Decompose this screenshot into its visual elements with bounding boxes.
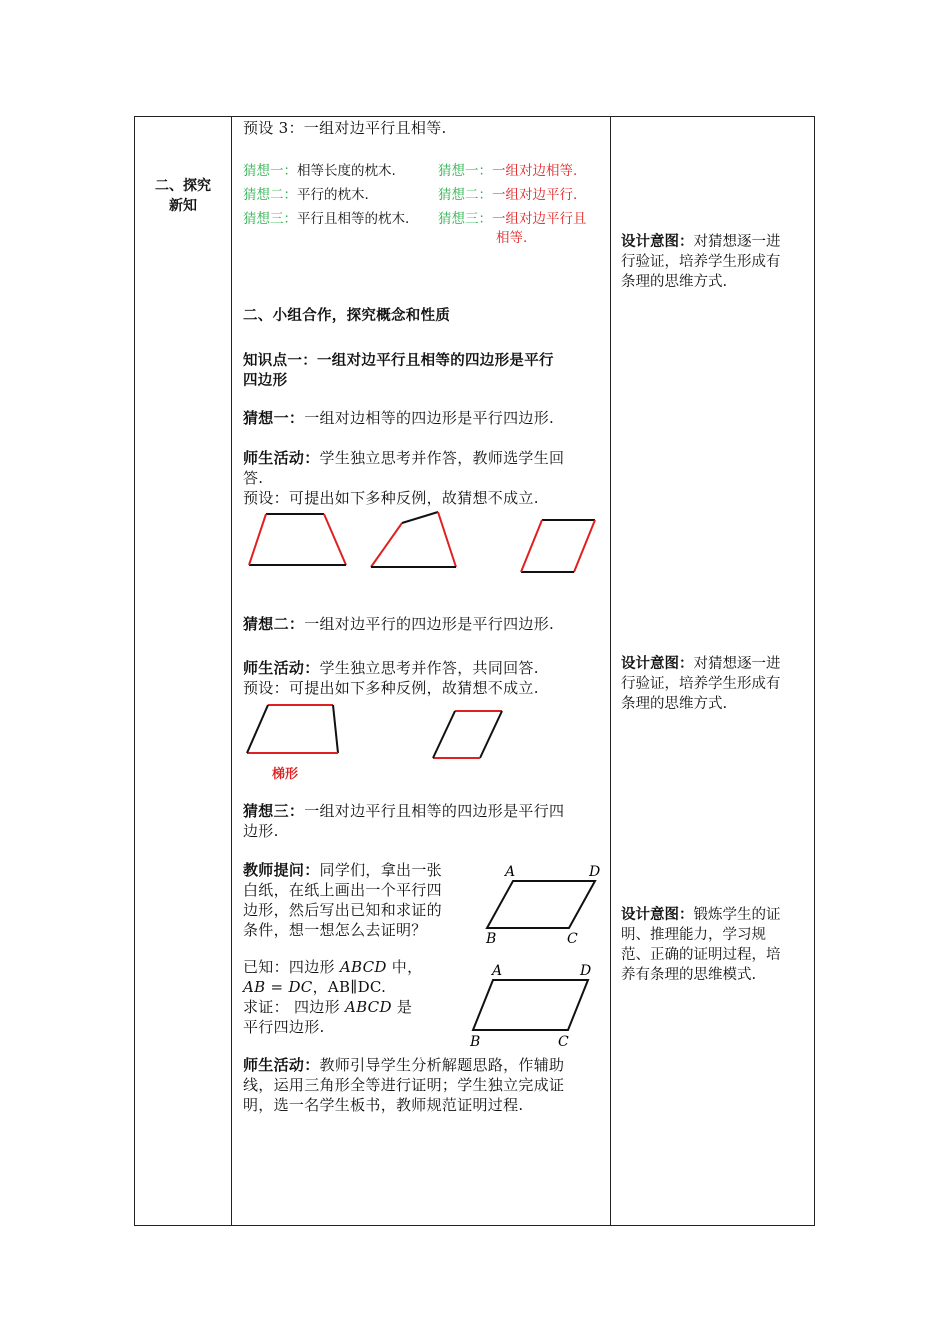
section2-title: 二、小组合作，探究概念和性质 <box>243 308 451 324</box>
section-label: 二、探究 新知 <box>155 178 211 214</box>
vertex-label-d-1: D <box>589 864 601 880</box>
activity-3: 师生活动：教师引导学生分析解题思路，作辅助 线，运用三角形全等进行证明；学生独立完成证 明，选一名学生板书，教师规范证明过程. <box>243 1056 565 1114</box>
guess-3: 猜想三：一组对边平行且相等的四边形是平行四 边形. <box>243 802 565 840</box>
guess-list-left: 猜想一：相等长度的枕木. 猜想二：平行的枕木. 猜想三：平行且相等的枕木. <box>243 163 410 227</box>
guess-list-right: 猜想一：一组对边相等. 猜想二：一组对边平行. 猜想三：一组对边平行且 相等. <box>438 163 587 246</box>
counterexample-shape-3 <box>521 520 595 572</box>
vertex-label-c-2: C <box>558 1034 569 1050</box>
guess-2: 猜想二：一组对边平行的四边形是平行四边形. <box>243 615 555 633</box>
vertex-label-a-1: A <box>505 864 516 880</box>
parallelogram-abcd-2 <box>473 980 588 1030</box>
activity-1: 师生活动：学生独立思考并作答，教师选学生回 答. 预设：可提出如下多种反例，故猜想不成立. <box>243 449 565 507</box>
activity-2: 师生活动：学生独立思考并作答，共同回答. 预设：可提出如下多种反例，故猜想不成立. <box>243 659 539 697</box>
vertex-label-a-2: A <box>492 963 503 979</box>
vertex-label-c-1: C <box>567 931 578 947</box>
vertex-label-b-1: B <box>486 931 497 947</box>
design-intent-1: 设计意图：对猜想逐一进 行验证，培养学生形成有 条理的思维方式. <box>621 234 781 290</box>
prove-statement: 求证： 四边形 ABCD 是 平行四边形. <box>243 998 413 1036</box>
knowledge-point-1: 知识点一：一组对边平行且相等的四边形是平行 四边形 <box>243 353 554 389</box>
counterexample-shape-1 <box>249 514 346 565</box>
counterexample-shape-2 <box>371 512 456 567</box>
vertex-label-b-2: B <box>470 1034 481 1050</box>
counterexample-shape-4 <box>433 711 502 758</box>
trapezoid-figure <box>247 705 338 753</box>
teacher-question: 教师提问：同学们，拿出一张 白纸，在纸上画出一个平行四 边形，然后写出已知和求证的 条件，想一想怎么去证明？ <box>243 861 442 939</box>
guess-1: 猜想一：一组对边相等的四边形是平行四边形. <box>243 409 555 427</box>
design-intent-3: 设计意图：锻炼学生的证 明、推理能力，学习规 范、正确的证明过程，培 养有条理的思维模式. <box>621 907 781 983</box>
preset-3: 预设 3：一组对边平行且相等. <box>243 119 447 137</box>
trapezoid-label: 梯形 <box>272 767 299 782</box>
parallelogram-abcd-1 <box>487 881 595 928</box>
design-intent-2: 设计意图：对猜想逐一进 行验证，培养学生形成有 条理的思维方式. <box>621 656 781 712</box>
given-statement: 已知：四边形 ABCD 中， AB = DC，AB∥DC. <box>243 958 423 996</box>
vertex-label-d-2: D <box>580 963 592 979</box>
